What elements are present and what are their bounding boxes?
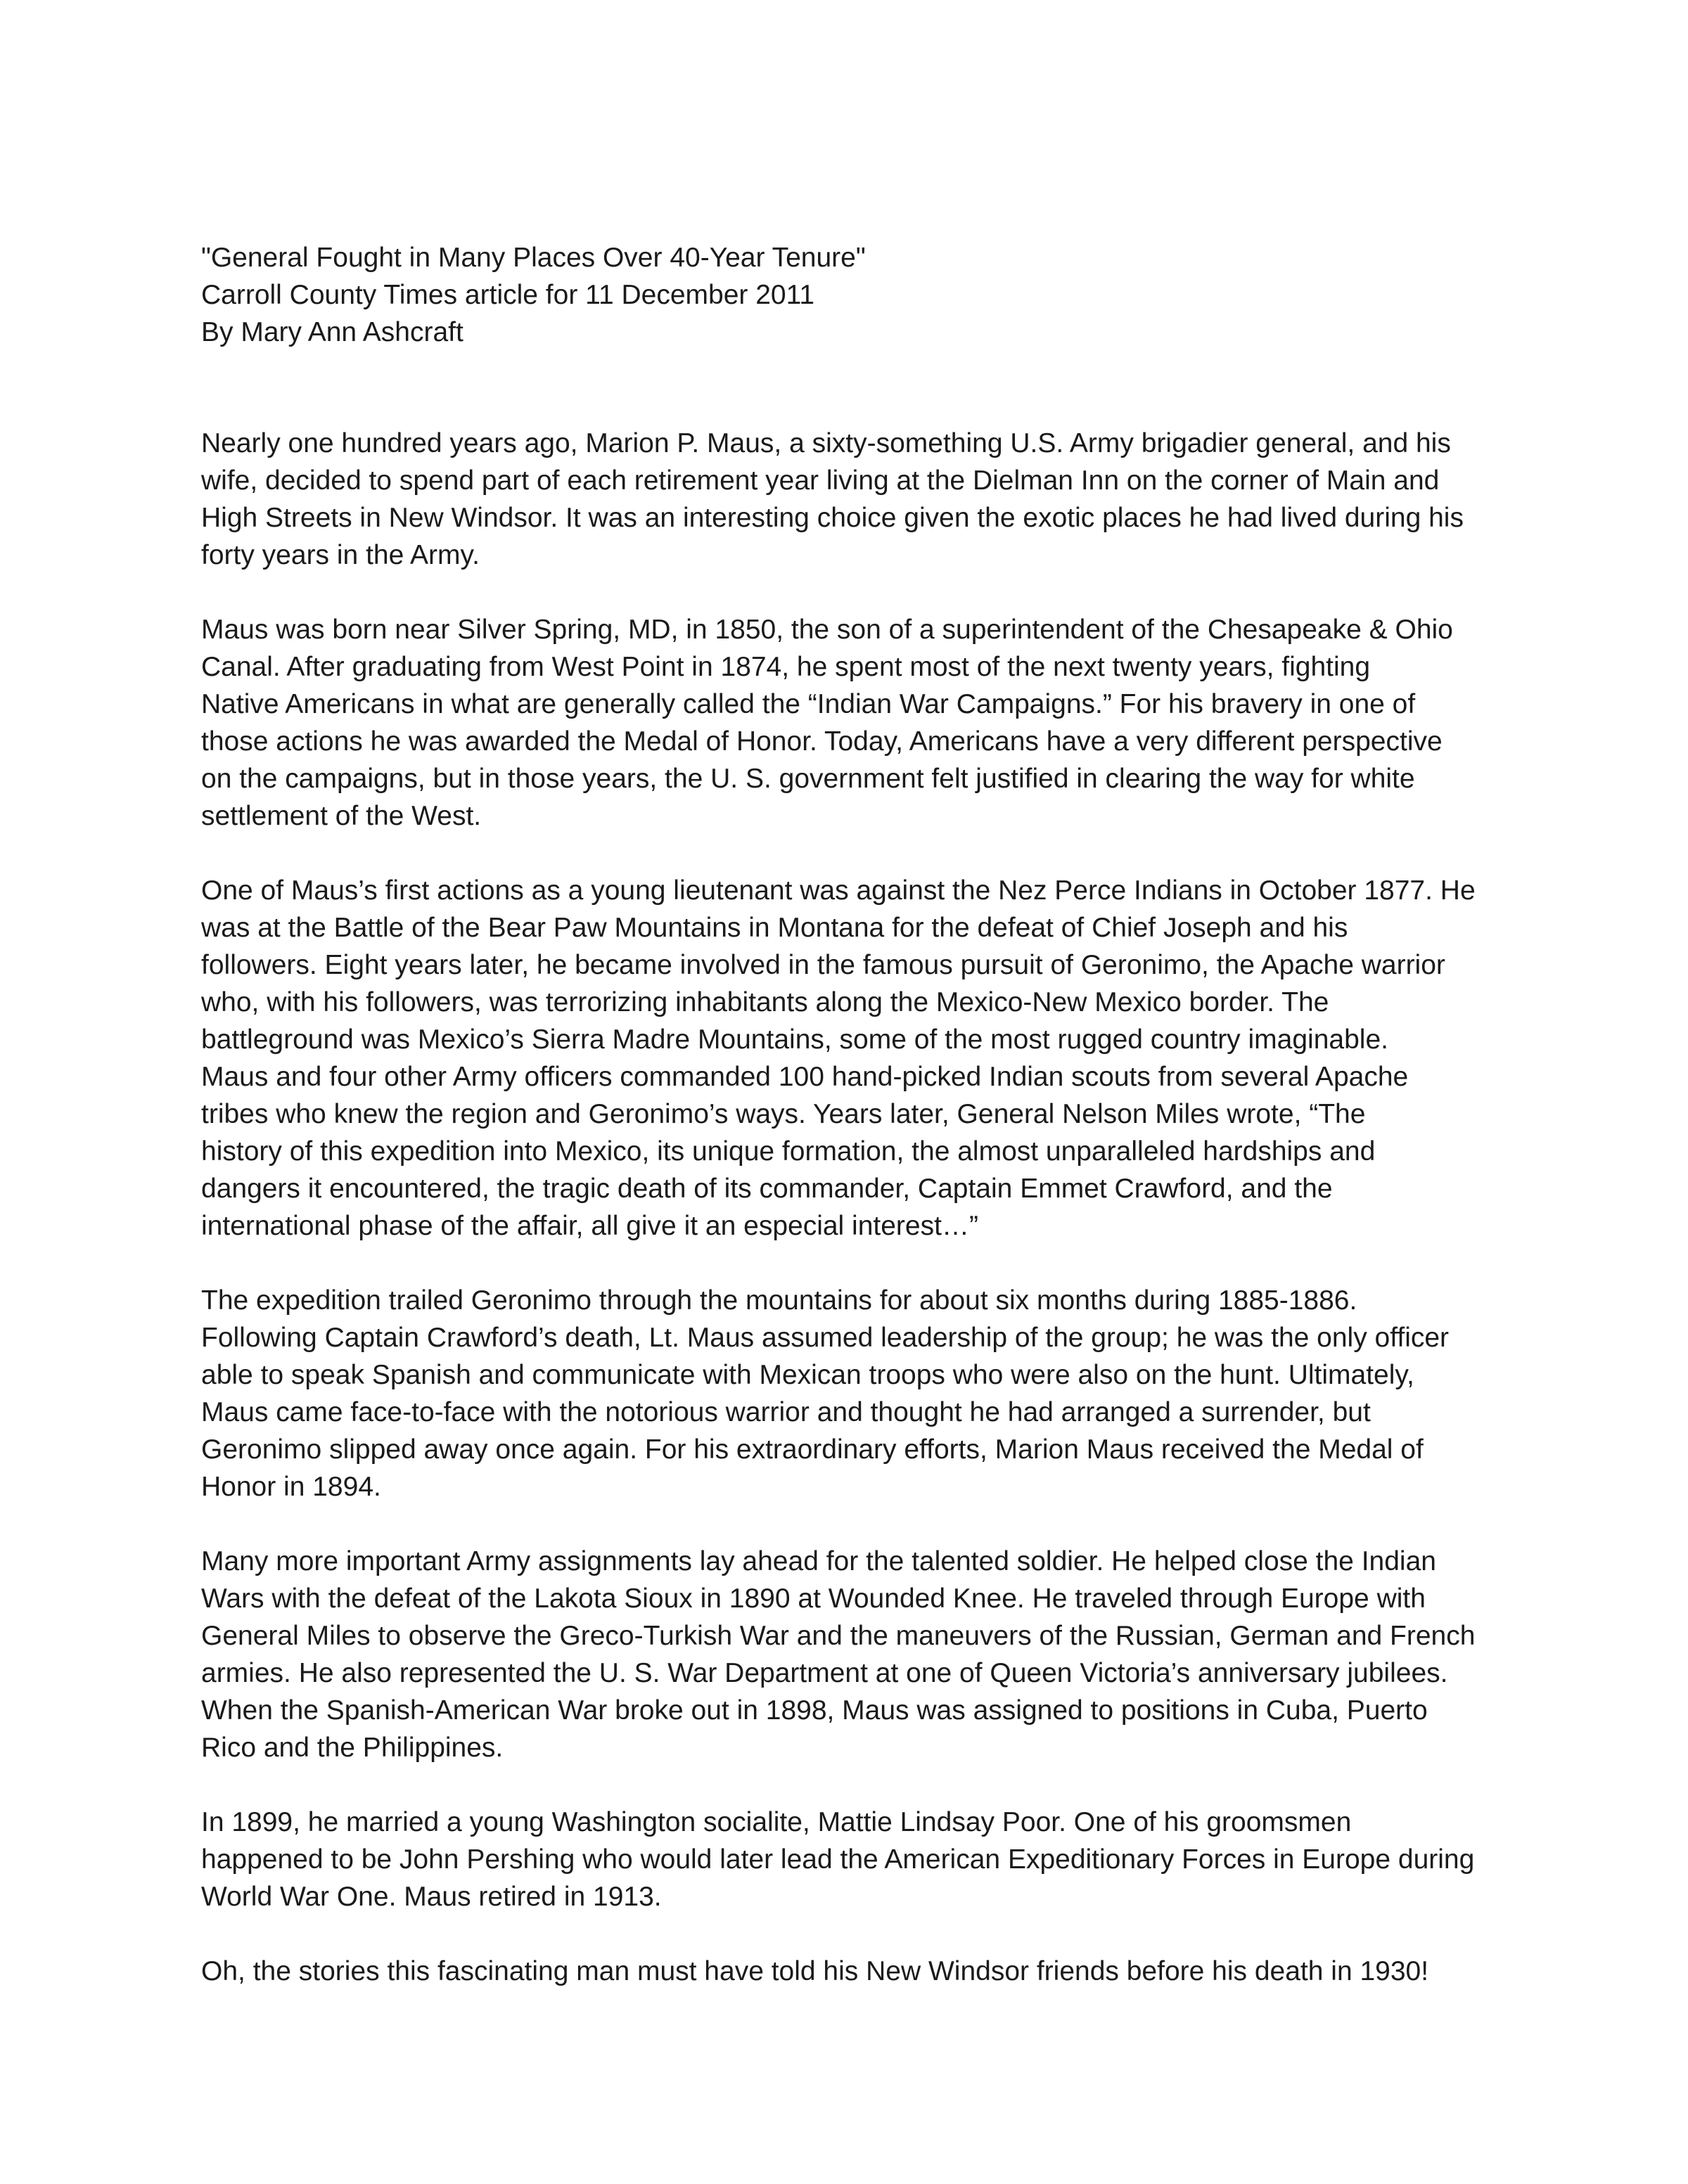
paragraph-line: was at the Battle of the Bear Paw Mountains in Montana for the defeat of Chief Joseph and his: [201, 913, 1348, 943]
paragraph-line: dangers it encountered, the tragic death of its commander, Captain Emmet Crawford, and the: [201, 1174, 1333, 1204]
paragraph-line: Native Americans in what are generally called the “Indian War Campaigns.” For his bravery in one of: [201, 689, 1416, 719]
paragraph-line: The expedition trailed Geronimo through the mountains for about six months during 1885-1886.: [201, 1285, 1357, 1316]
article-header: [201, 239, 1509, 351]
paragraph-line: international phase of the affair, all give it an especial interest…”: [201, 1211, 978, 1241]
paragraph-line: Wars with the defeat of the Lakota Sioux in 1890 at Wounded Knee. He traveled through Europe with: [201, 1584, 1426, 1614]
paragraph-line: Many more important Army assignments lay ahead for the talented soldier. He helped close the Indian: [201, 1546, 1436, 1576]
paragraph-line: happened to be John Pershing who would later lead the American Expeditionary Forces in Europe during: [201, 1844, 1475, 1875]
paragraph-line: Maus was born near Silver Spring, MD, in 1850, the son of a superintendent of the Chesapeake & Ohio: [201, 615, 1453, 645]
article-title: "General Fought in Many Places Over 40-Year Tenure": [201, 243, 866, 273]
paragraph-line: on the campaigns, but in those years, the U. S. government felt justified in clearing the way for white: [201, 764, 1415, 794]
paragraph-line: When the Spanish-American War broke out in 1898, Maus was assigned to positions in Cuba, Puerto: [201, 1695, 1428, 1726]
paragraph-line: Maus and four other Army officers commanded 100 hand-picked Indian scouts from several Apache: [201, 1062, 1409, 1092]
paragraph-line: Nearly one hundred years ago, Marion P. Maus, a sixty-something U.S. Army brigadier general, and his: [201, 428, 1451, 458]
paragraph-line: tribes who knew the region and Geronimo’s ways. Years later, General Nelson Miles wrote, “The: [201, 1099, 1366, 1129]
paragraph-line: High Streets in New Windsor. It was an interesting choice given the exotic places he had lived during his: [201, 503, 1464, 533]
paragraph-line: Oh, the stories this fascinating man must have told his New Windsor friends before his death in 1930!: [201, 1956, 1429, 1986]
paragraph: [201, 1953, 1509, 1990]
byline: By Mary Ann Ashcraft: [201, 317, 463, 347]
paragraph-line: battleground was Mexico’s Sierra Madre Mountains, some of the most rugged country imaginable.: [201, 1024, 1388, 1055]
publication-line: Carroll County Times article for 11 December 2011: [201, 280, 815, 310]
paragraph: [201, 1543, 1509, 1766]
paragraph-line: Maus came face-to-face with the notorious warrior and thought he had arranged a surrender, but: [201, 1397, 1371, 1427]
paragraph-line: forty years in the Army.: [201, 540, 480, 570]
paragraph-line: wife, decided to spend part of each retirement year living at the Dielman Inn on the corner of Main and: [201, 465, 1440, 496]
paragraph-line: Canal. After graduating from West Point in 1874, he spent most of the next twenty years, fighting: [201, 652, 1371, 682]
paragraph-line: history of this expedition into Mexico, its unique formation, the almost unparalleled hardships and: [201, 1136, 1376, 1167]
paragraph: [201, 611, 1509, 835]
paragraph-line: settlement of the West.: [201, 801, 482, 831]
paragraph-line: Rico and the Philippines.: [201, 1733, 504, 1763]
paragraph: [201, 1282, 1509, 1505]
paragraph-line: followers. Eight years later, he became involved in the famous pursuit of Geronimo, the Apache warrior: [201, 950, 1445, 980]
paragraph-line: who, with his followers, was terrorizing inhabitants along the Mexico-New Mexico border. The: [201, 987, 1329, 1017]
paragraph-line: Geronimo slipped away once again. For his extraordinary efforts, Marion Maus received the Medal of: [201, 1434, 1424, 1465]
paragraph-line: In 1899, he married a young Washington socialite, Mattie Lindsay Poor. One of his groomsmen: [201, 1807, 1352, 1837]
article-body: [201, 425, 1509, 2027]
paragraph-line: World War One. Maus retired in 1913.: [201, 1882, 662, 1912]
paragraph-line: Honor in 1894.: [201, 1472, 381, 1502]
paragraph-line: armies. He also represented the U. S. War Department at one of Queen Victoria’s anniversary jubilees.: [201, 1658, 1448, 1688]
paragraph-line: able to speak Spanish and communicate with Mexican troops who were also on the hunt. Ultimately,: [201, 1360, 1414, 1390]
paragraph: [201, 425, 1509, 574]
paragraph-line: General Miles to observe the Greco-Turkish War and the maneuvers of the Russian, German and French: [201, 1621, 1476, 1651]
paragraph-line: One of Maus’s first actions as a young lieutenant was against the Nez Perce Indians in October 1877. He: [201, 875, 1476, 906]
paragraph: [201, 1804, 1509, 1915]
paragraph-line: those actions he was awarded the Medal of Honor. Today, Americans have a very different perspective: [201, 726, 1443, 757]
paragraph-line: Following Captain Crawford’s death, Lt. Maus assumed leadership of the group; he was the only officer: [201, 1323, 1450, 1353]
paragraph: [201, 872, 1509, 1245]
